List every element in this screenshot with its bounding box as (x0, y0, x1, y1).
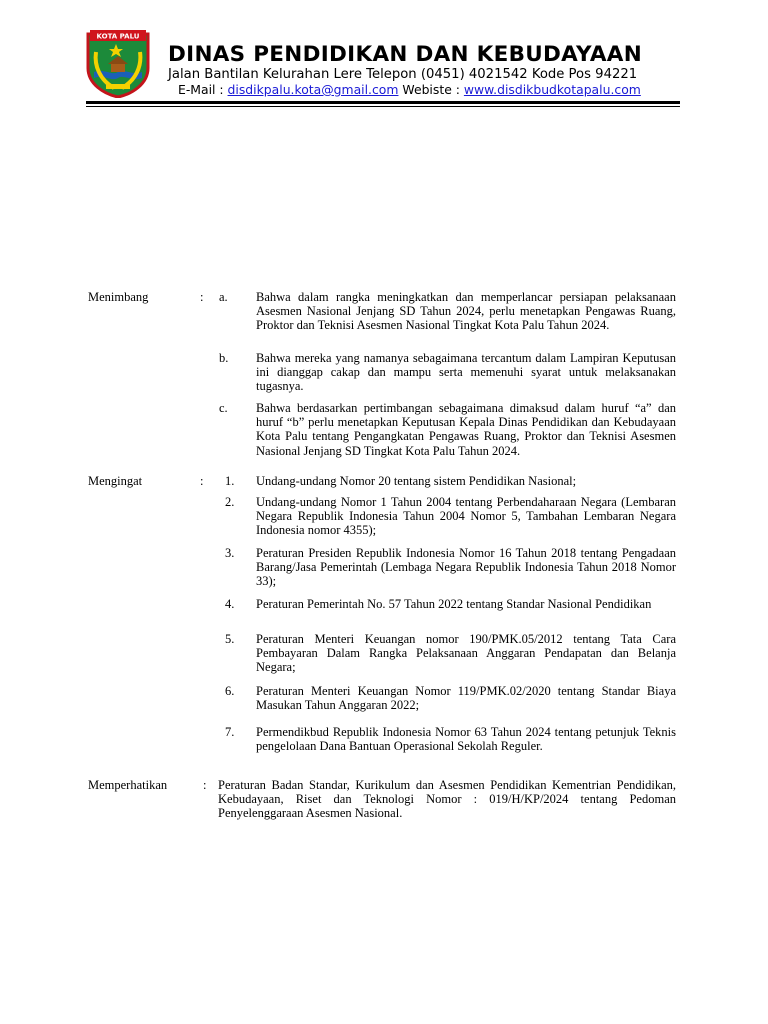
list-item-text: Bahwa mereka yang namanya sebagaimana tercantum dalam Lampiran Keputusan ini dianggap cakap dan mampu serta memenuhi syarat untuk melaksanakan tugasnya. (256, 351, 676, 394)
section-label-memperhatikan: Memperhatikan (88, 778, 168, 792)
list-marker: 4. (225, 597, 235, 611)
list-marker: 2. (225, 495, 235, 509)
list-item-text: Peraturan Pemerintah No. 57 Tahun 2022 tentang Standar Nasional Pendidikan (256, 597, 652, 611)
list-item-text: Bahwa berdasarkan pertimbangan sebagaimana dimaksud dalam huruf “a” dan huruf “b” perlu menetapkan Keputusan Kepala Dinas Pendidikan dan Kebudayaan Kota Palu tentang Pengangkatan Pengawas Ruang, Proktor dan Teknisi Asesmen Nasional Jenjang SD Tingkat Kota Palu Tahun 2024. (256, 401, 676, 458)
city-emblem-logo (84, 28, 152, 98)
list-marker: 5. (225, 632, 235, 646)
list-item-text: Peraturan Presiden Republik Indonesia Nomor 16 Tahun 2018 tentang Pengadaan Barang/Jasa Pemerintah (Lembaga Negara Republik Indonesia Tahun 2018 Nomor 33); (256, 546, 676, 589)
list-item-text: Permendikbud Republik Indonesia Nomor 63 Tahun 2024 tentang petunjuk Teknis pengelolaan Dana Bantuan Operasional Sekolah Reguler. (256, 725, 676, 754)
website-label: Webiste : (402, 82, 460, 97)
organization-address: Jalan Bantilan Kelurahan Lere Telepon (0451) 4021542 Kode Pos 94221 (168, 67, 638, 82)
list-marker: c. (219, 401, 228, 415)
section-colon: : (203, 778, 207, 792)
list-item-text: Bahwa dalam rangka meningkatkan dan memperlancar persiapan pelaksanaan Asesmen Nasional Jenjang SD Tahun 2024, perlu menetapkan Pengawas Ruang, Proktor dan Teknisi Asesmen Nasional Tingkat Kota Palu Tahun 2024. (256, 290, 676, 333)
list-marker: 3. (225, 546, 235, 560)
section-colon: : (200, 290, 204, 304)
list-item-text: Peraturan Menteri Keuangan nomor 190/PMK.05/2012 tentang Tata Cara Pembayaran Dalam Rangka Pelaksanaan Anggaran Pendapatan dan Belanja Negara; (256, 632, 676, 675)
website-link[interactable]: www.disdikbudkotapalu.com (463, 82, 641, 97)
section-label-mengingat: Mengingat (88, 474, 143, 488)
list-marker: b. (219, 351, 229, 365)
letterhead-divider-thin (86, 106, 680, 107)
list-marker: 6. (225, 684, 235, 698)
list-marker: 1. (225, 474, 235, 488)
organization-name: DINAS PENDIDIKAN DAN KEBUDAYAAN (168, 42, 643, 67)
list-item-text: Peraturan Menteri Keuangan Nomor 119/PMK.02/2020 tentang Standar Biaya Masukan Tahun Anggaran 2022; (256, 684, 676, 713)
section-label-menimbang: Menimbang (88, 290, 149, 304)
organization-contact (178, 82, 641, 97)
logo-caption: KOTA PALU (96, 32, 140, 41)
list-marker: a. (219, 290, 228, 304)
memperhatikan-text: Peraturan Badan Standar, Kurikulum dan Asesmen Pendidikan Kementrian Pendidikan, Kebudayaan, Riset dan Teknologi Nomor : 019/H/KP/2024 tentang Pedoman Penyelenggaraan Asesmen Nasional. (218, 778, 676, 821)
list-item-text: Undang-undang Nomor 20 tentang sistem Pendidikan Nasional; (256, 474, 577, 488)
section-colon: : (200, 474, 204, 488)
email-label: E-Mail : (178, 82, 224, 97)
list-item-text: Undang-undang Nomor 1 Tahun 2004 tentang Perbendaharaan Negara (Lembaran Negara Republik Indonesia Tahun 2004 Nomor 5, Tambahan Lembaran Negara Indonesia nomor 4355); (256, 495, 676, 538)
list-marker: 7. (225, 725, 235, 739)
letterhead-divider-thick (86, 101, 680, 104)
email-link[interactable]: disdikpalu.kota@gmail.com (227, 82, 399, 97)
